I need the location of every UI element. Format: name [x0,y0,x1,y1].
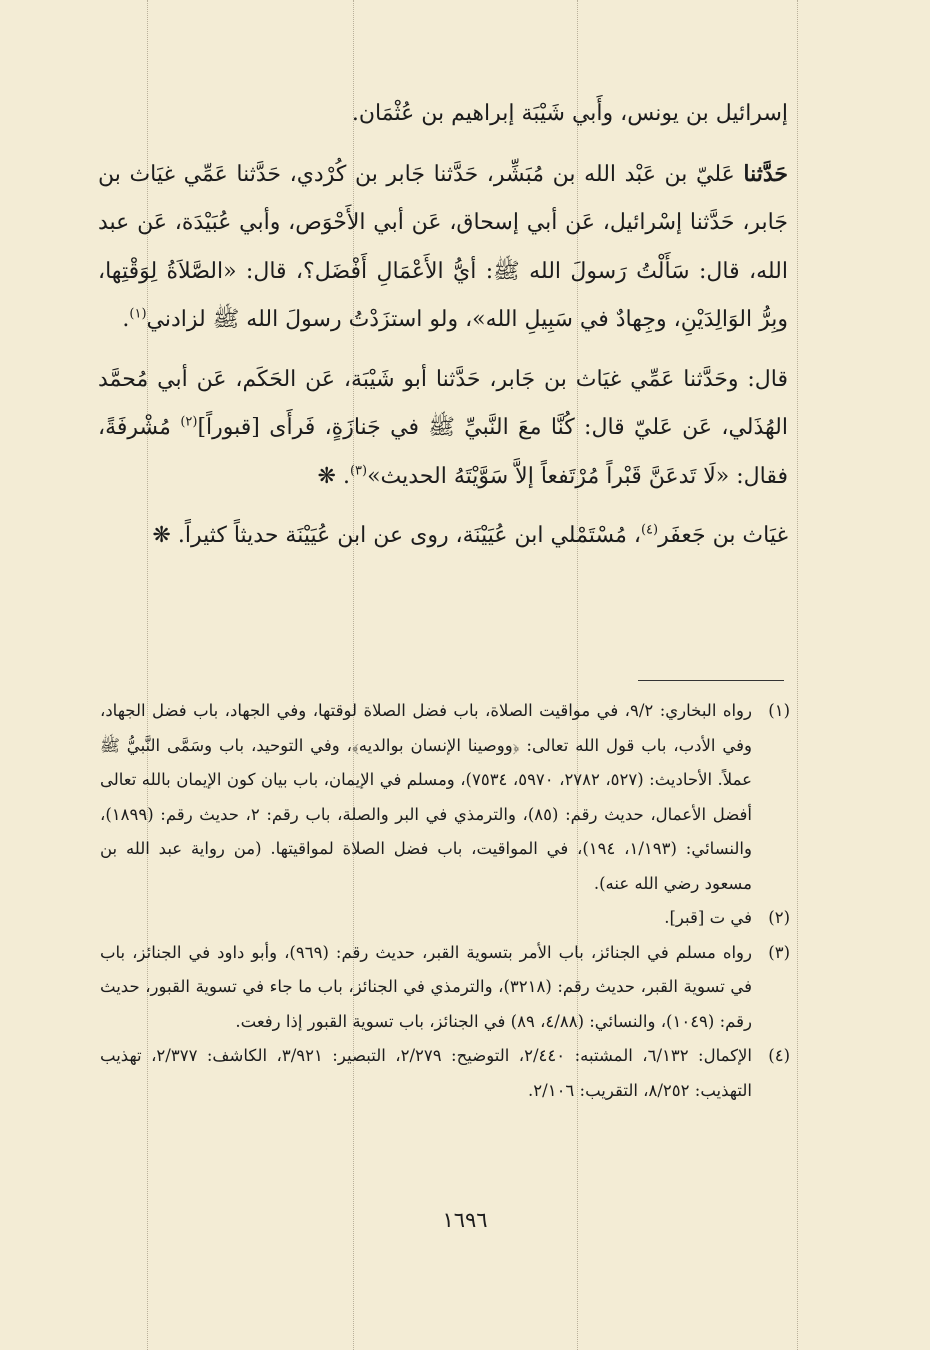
footnote-ref-2: (٢) [180,414,198,430]
footnote-number: (٣) [768,942,790,962]
paragraph-hadith-2: قال: وحَدَّثنا عَمِّي غيَاث بن جَابر، حَدَّثنا أبو شَيْبَة، عَن الحَكَم، عَن أبي مُحمَّد الهُذَلي، عَن عَليّ قال: كُنَّا معَ النَّبيِّ ﷺ في جَنازَةٍ، فَرأَى [قبوراً]$^{(٢)}$ مُشْرفَةً، فقال: «لَا تَدعَنَّ قَبْراً مُرْتَفعاً إلاَّ سَوَّيْتَهُ الحديث»$^{(٣)}$. ❋ [98,366,788,489]
footnote-2 [100,901,790,936]
footnote-number: (٢) [768,908,790,927]
footnote-number: (١) [768,701,790,720]
footnotes [100,694,790,1108]
footnote-number: (٤) [768,1046,790,1065]
paragraph-continuation: إسرائيل بن يونس، وأَبي شَيْبَة إبراهيم بن عُثْمَان. [351,101,788,126]
footnote-text: الإكمال: ٦/١٣٢، المشتبه: ٢/٤٤٠، التوضيح: ٢/٢٧٩، التبصير: ٣/٩٢١، الكاشف: ٢/٣٧٧، تهذيب التهذيب: ٨/٢٥٢، التقريب: ٢/١٠٦. [100,1046,752,1100]
footnote-1 [100,694,790,901]
fold-line [797,0,798,1350]
page-number: ١٦٩٦ [442,1208,488,1232]
footnote-3 [100,936,790,1040]
footnote-text: رواه مسلم في الجنائز، باب الأمر بتسوية القبر، حديث رقم: (٩٦٩)، وأبو داود في الجنائز، باب في تسوية القبر، حديث رقم: (٣٢١٨)، والترمذي في الجنائز، باب ما جاء في تسوية القبور، حديث رقم: (١٠٤٩)، والنسائي: (٤/٨٨، ٨٩) في الجنائز، باب تسوية القبور إذا رفعت. [100,942,753,1031]
paragraph-biography: غيَاث بن جَعفَر$^{(٤)}$، مُسْتَمْلي ابن عُيَيْنَة، روى عن ابن عُيَيْنَة حديثاً كثيراً. ❋ [152,522,788,548]
footnote-ref-4: (٤) [640,522,659,538]
footnote-ref-1: (١) [129,306,147,322]
main-text [98,90,788,561]
footnote-divider [638,680,784,681]
footnote-text: في ت [قبر]. [664,908,752,927]
footnote-ref-3: (٣) [349,463,368,479]
paragraph-hadith-1: حَدَّثنا عَليّ بن عَبْد الله بن مُبَشِّر، حَدَّثنا جَابر بن كُرْدي، حَدَّثنا عَمِّي غيَاث بن جَابر، حَدَّثنا إسْرائيل، عَن أبي إسحاق، عَن أبي الأَحْوَص، وأبي عُبَيْدَة، عَن عبد الله، قال: سَأَلْتُ رَسولَ الله ﷺ: أيُّ الأَعْمَالِ أَفْضَل؟، قال: «الصَّلاَةُ لِوَقْتِها، وبِرُّ الوَالِدَيْنِ، وجِهادٌ في سَبِيلِ الله»، ولو استزَدْتُ رسولَ الله ﷺ لزادني$^{(١)}$. [98,160,788,332]
footnote-text: رواه البخاري: ٩/٢، في مواقيت الصلاة، باب فضل الصلاة لوقتها، وفي الجهاد، باب فضل الجهاد، وفي الأدب، باب قول الله تعالى: ﴿ووصينا الإنسان بوالديه﴾، وفي التوحيد، باب وسَمَّى النَّبيُّ ﷺ عملاً. الأحاديث: (٥٢٧، ٢٧٨٢، ٥٩٧٠، ٧٥٣٤)، ومسلم في الإيمان، باب بيان كون الإيمان بالله تعالى أفضل الأعمال، حديث رقم: (٨٥)، والترمذي في البر والصلة، باب رقم: ٢، حديث رقم: (١٨٩٩)، والنسائي: (١/١٩٣، ١٩٤)، في المواقيت، باب فضل الصلاة لمواقيتها. (من رواية عبد الله بن مسعود رضي الله عنه). [100,701,752,893]
footnote-4 [100,1039,790,1108]
chain-lead: حَدَّثنا [743,160,788,187]
